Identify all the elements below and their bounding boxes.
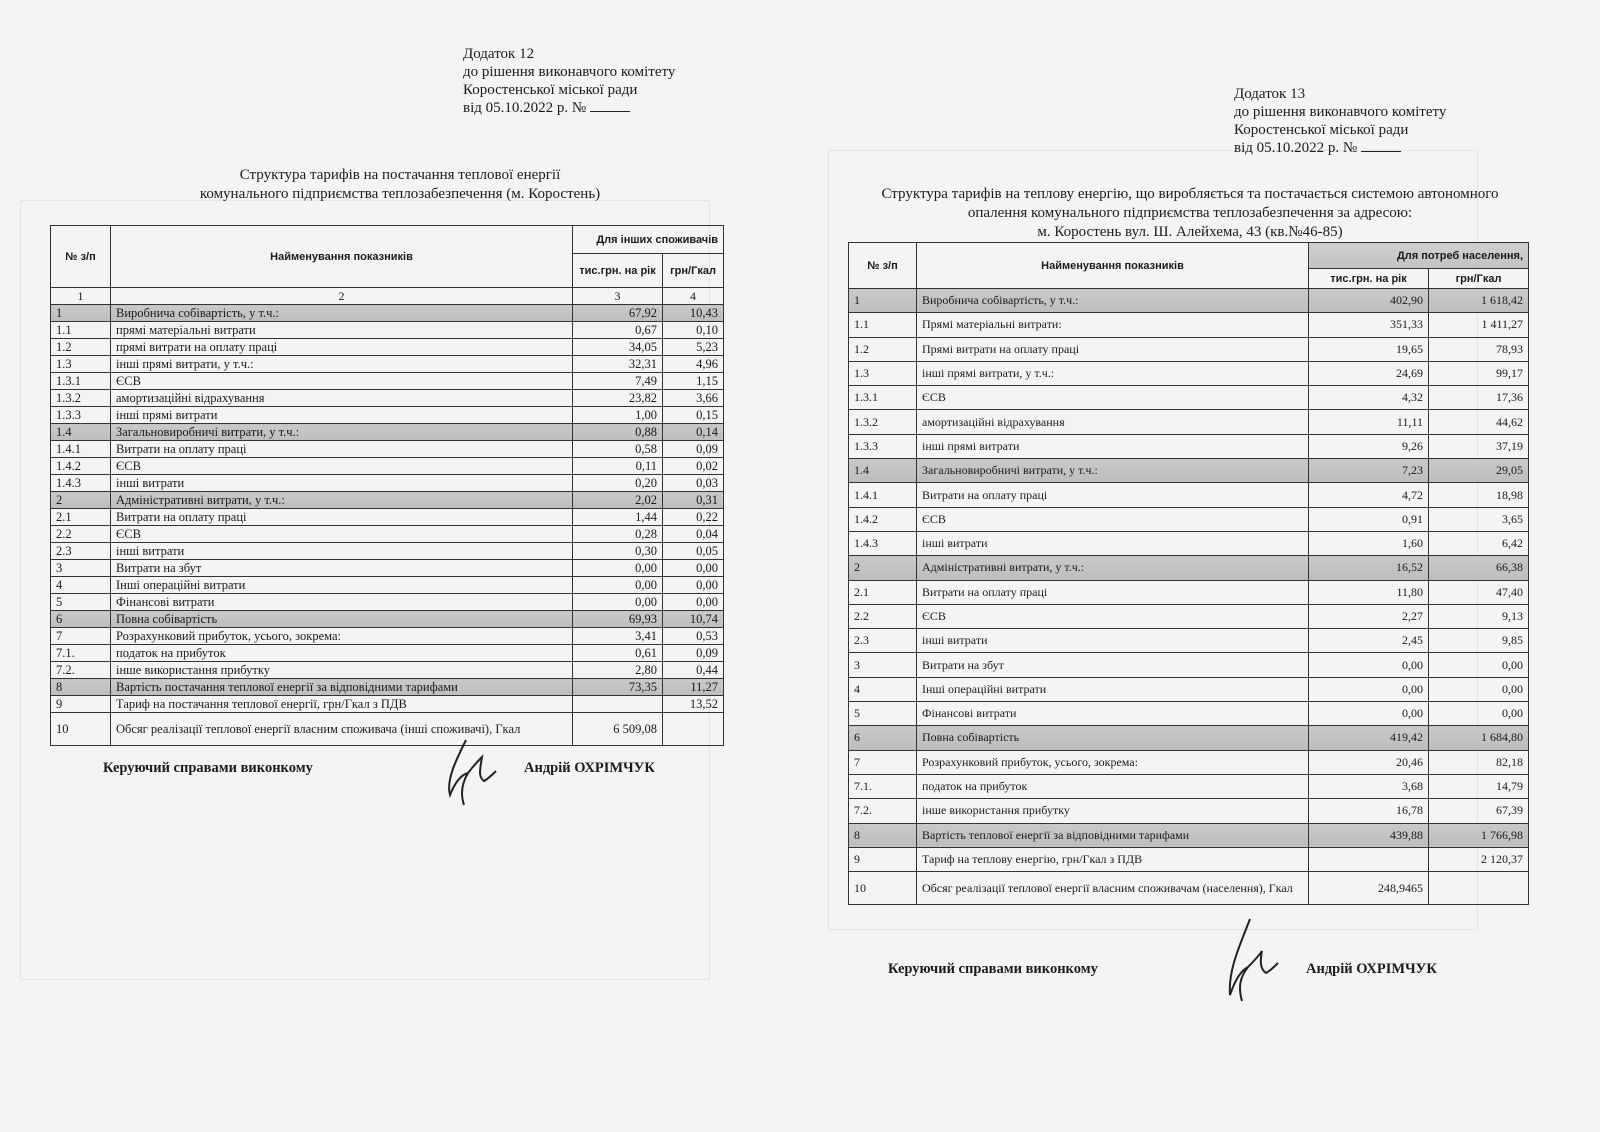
row-value-uah-per-gcal: 0,31 (663, 492, 724, 509)
row-name: Повна собівартість (917, 726, 1309, 750)
row-name: інші прямі витрати, у т.ч.: (111, 356, 573, 373)
row-name: Тариф на теплову енергію, грн/Гкал з ПДВ (917, 847, 1309, 871)
table-row (51, 628, 724, 645)
table-row (51, 458, 724, 475)
table-row (51, 526, 724, 543)
row-value-thousand-uah: 11,11 (1309, 410, 1429, 434)
row-name: Витрати на оплату праці (111, 441, 573, 458)
row-value-uah-per-gcal: 0,00 (1429, 677, 1529, 701)
column-index: 1 (51, 288, 111, 305)
row-value-thousand-uah: 0,00 (573, 577, 663, 594)
row-number: 3 (51, 560, 111, 577)
row-value-uah-per-gcal: 9,13 (1429, 604, 1529, 628)
table-row (51, 645, 724, 662)
row-number: 10 (849, 872, 917, 905)
appendix-date: від 05.10.2022 р. № (1234, 139, 1446, 157)
row-number: 10 (51, 713, 111, 746)
row-number: 1.2 (51, 339, 111, 356)
row-value-thousand-uah: 23,82 (573, 390, 663, 407)
row-value-uah-per-gcal: 5,23 (663, 339, 724, 356)
row-number: 7.2. (51, 662, 111, 679)
row-name: Обсяг реалізації теплової енергії власним споживача (інші споживачі), Гкал (111, 713, 573, 746)
tariff-table (50, 225, 724, 746)
appendix-council: Коростенської міської ради (1234, 122, 1409, 138)
row-value-thousand-uah: 67,92 (573, 305, 663, 322)
row-value-thousand-uah: 3,41 (573, 628, 663, 645)
row-name: Тариф на постачання теплової енергії, грн/Гкал з ПДВ (111, 696, 573, 713)
row-number: 1.1 (51, 322, 111, 339)
signature-position: Керуючий справами виконкому (888, 961, 1098, 977)
header-group: Для інших споживачів (573, 226, 724, 254)
table-row (849, 313, 1529, 337)
table-row (51, 509, 724, 526)
row-number: 7.1. (849, 774, 917, 798)
row-name: Адміністративні витрати, у т.ч.: (111, 492, 573, 509)
row-number: 9 (51, 696, 111, 713)
row-name: амортизаційні відрахування (917, 410, 1309, 434)
row-name: Адміністративні витрати, у т.ч.: (917, 556, 1309, 580)
row-name: Інші операційні витрати (917, 677, 1309, 701)
row-value-uah-per-gcal: 1,15 (663, 373, 724, 390)
row-name: Загальновиробничі витрати, у т.ч.: (917, 459, 1309, 483)
row-number: 1.1 (849, 313, 917, 337)
row-value-thousand-uah: 0,88 (573, 424, 663, 441)
row-number: 2.1 (849, 580, 917, 604)
row-name: Виробнича собівартість, у т.ч.: (111, 305, 573, 322)
row-value-thousand-uah: 402,90 (1309, 289, 1429, 313)
row-name: інші прямі витрати, у т.ч.: (917, 361, 1309, 385)
table-row (849, 337, 1529, 361)
row-name: Повна собівартість (111, 611, 573, 628)
row-value-thousand-uah: 7,23 (1309, 459, 1429, 483)
row-value-uah-per-gcal: 78,93 (1429, 337, 1529, 361)
row-value-uah-per-gcal (1429, 872, 1529, 905)
row-name: інші витрати (917, 531, 1309, 555)
row-value-thousand-uah: 0,11 (573, 458, 663, 475)
row-value-uah-per-gcal: 0,00 (663, 594, 724, 611)
row-name: інше використання прибутку (917, 799, 1309, 823)
row-value-thousand-uah: 16,52 (1309, 556, 1429, 580)
row-number: 2.2 (51, 526, 111, 543)
row-value-thousand-uah: 0,00 (1309, 702, 1429, 726)
row-value-uah-per-gcal: 0,00 (663, 560, 724, 577)
header-col4: грн/Гкал (663, 254, 724, 288)
table-row (849, 556, 1529, 580)
table-row (849, 823, 1529, 847)
row-number: 4 (51, 577, 111, 594)
table-row (51, 339, 724, 356)
row-name: ЄСВ (917, 386, 1309, 410)
row-value-thousand-uah: 6 509,08 (573, 713, 663, 746)
row-value-uah-per-gcal: 0,05 (663, 543, 724, 560)
column-index: 4 (663, 288, 724, 305)
row-number: 1.3.2 (849, 410, 917, 434)
row-value-uah-per-gcal: 2 120,37 (1429, 847, 1529, 871)
row-number: 1.4.1 (51, 441, 111, 458)
row-value-uah-per-gcal: 44,62 (1429, 410, 1529, 434)
row-number: 3 (849, 653, 917, 677)
row-value-uah-per-gcal: 1 618,42 (1429, 289, 1529, 313)
row-value-thousand-uah: 2,27 (1309, 604, 1429, 628)
row-name: ЄСВ (111, 373, 573, 390)
table-row (51, 577, 724, 594)
row-value-thousand-uah: 19,65 (1309, 337, 1429, 361)
row-number: 2.1 (51, 509, 111, 526)
row-value-uah-per-gcal: 0,44 (663, 662, 724, 679)
table-row (51, 679, 724, 696)
row-name: Витрати на оплату праці (111, 509, 573, 526)
appendix-council: Коростенської міської ради (463, 82, 638, 98)
row-value-uah-per-gcal: 11,27 (663, 679, 724, 696)
row-name: податок на прибуток (111, 645, 573, 662)
row-value-uah-per-gcal: 82,18 (1429, 750, 1529, 774)
table-row (51, 441, 724, 458)
row-number: 6 (849, 726, 917, 750)
row-name: Обсяг реалізації теплової енергії власним споживачам (населення), Гкал (917, 872, 1309, 905)
row-number: 2 (51, 492, 111, 509)
row-value-thousand-uah: 24,69 (1309, 361, 1429, 385)
row-name: амортизаційні відрахування (111, 390, 573, 407)
row-value-thousand-uah: 0,67 (573, 322, 663, 339)
row-name: ЄСВ (111, 458, 573, 475)
row-value-thousand-uah: 73,35 (573, 679, 663, 696)
row-value-uah-per-gcal: 29,05 (1429, 459, 1529, 483)
row-number: 1.4.1 (849, 483, 917, 507)
row-number: 7 (849, 750, 917, 774)
row-name: Виробнича собівартість, у т.ч.: (917, 289, 1309, 313)
row-name: прямі матеріальні витрати (111, 322, 573, 339)
row-value-thousand-uah: 4,72 (1309, 483, 1429, 507)
row-number: 6 (51, 611, 111, 628)
table-row (849, 677, 1529, 701)
row-number: 2.3 (51, 543, 111, 560)
row-value-thousand-uah: 16,78 (1309, 799, 1429, 823)
row-value-uah-per-gcal: 6,42 (1429, 531, 1529, 555)
row-value-thousand-uah: 3,68 (1309, 774, 1429, 798)
table-row (849, 629, 1529, 653)
row-value-thousand-uah: 20,46 (1309, 750, 1429, 774)
row-number: 1 (849, 289, 917, 313)
tariff-table (848, 242, 1529, 905)
appendix-header (1234, 85, 1446, 157)
row-value-thousand-uah: 1,00 (573, 407, 663, 424)
row-value-thousand-uah: 0,00 (1309, 653, 1429, 677)
row-number: 1.4.2 (51, 458, 111, 475)
row-name: Розрахунковий прибуток, усього, зокрема: (917, 750, 1309, 774)
appendix-decision: до рішення виконавчого комітету (463, 64, 676, 80)
row-value-thousand-uah (573, 696, 663, 713)
row-value-uah-per-gcal: 99,17 (1429, 361, 1529, 385)
header-group: Для потреб населення, (1309, 243, 1529, 269)
table-row (849, 750, 1529, 774)
row-name: Вартість теплової енергії за відповідними тарифами (917, 823, 1309, 847)
table-row (849, 580, 1529, 604)
row-value-uah-per-gcal: 3,65 (1429, 507, 1529, 531)
row-name: інші прямі витрати (111, 407, 573, 424)
row-value-uah-per-gcal: 0,09 (663, 645, 724, 662)
row-number: 1.4 (51, 424, 111, 441)
table-row (849, 872, 1529, 905)
row-number: 1.3.3 (51, 407, 111, 424)
row-value-uah-per-gcal: 13,52 (663, 696, 724, 713)
row-value-thousand-uah: 2,45 (1309, 629, 1429, 653)
table-row (51, 713, 724, 746)
row-name: інші витрати (111, 475, 573, 492)
table-row (51, 662, 724, 679)
row-value-thousand-uah: 1,60 (1309, 531, 1429, 555)
row-name: інші витрати (917, 629, 1309, 653)
row-value-thousand-uah: 0,61 (573, 645, 663, 662)
row-value-uah-per-gcal: 3,66 (663, 390, 724, 407)
row-name: Фінансові витрати (111, 594, 573, 611)
row-name: Витрати на збут (111, 560, 573, 577)
row-name: Фінансові витрати (917, 702, 1309, 726)
table-row (51, 390, 724, 407)
row-number: 2.3 (849, 629, 917, 653)
row-name: Прямі матеріальні витрати: (917, 313, 1309, 337)
table-row (51, 492, 724, 509)
row-value-uah-per-gcal: 9,85 (1429, 629, 1529, 653)
row-value-thousand-uah: 248,9465 (1309, 872, 1429, 905)
row-value-thousand-uah: 2,80 (573, 662, 663, 679)
column-index: 2 (111, 288, 573, 305)
row-name: інші витрати (111, 543, 573, 560)
table-row (849, 507, 1529, 531)
row-value-thousand-uah: 0,28 (573, 526, 663, 543)
row-name: ЄСВ (917, 604, 1309, 628)
row-value-thousand-uah: 0,00 (573, 594, 663, 611)
table-row (849, 726, 1529, 750)
row-value-thousand-uah: 32,31 (573, 356, 663, 373)
row-value-uah-per-gcal: 0,03 (663, 475, 724, 492)
header-col3: тис.грн. на рік (573, 254, 663, 288)
row-value-uah-per-gcal: 17,36 (1429, 386, 1529, 410)
row-name: Вартість постачання теплової енергії за відповідними тарифами (111, 679, 573, 696)
row-value-thousand-uah: 2,02 (573, 492, 663, 509)
row-name: податок на прибуток (917, 774, 1309, 798)
row-value-thousand-uah: 9,26 (1309, 434, 1429, 458)
row-value-uah-per-gcal: 1 684,80 (1429, 726, 1529, 750)
row-value-thousand-uah: 4,32 (1309, 386, 1429, 410)
row-number: 4 (849, 677, 917, 701)
handwritten-signature (438, 735, 498, 810)
row-number: 1.2 (849, 337, 917, 361)
document-title: Структура тарифів на постачання теплової енергії комунального підприємства теплозабезпечення (м. Коростень) (199, 167, 601, 202)
table-row (51, 424, 724, 441)
row-value-thousand-uah: 0,91 (1309, 507, 1429, 531)
table-row (51, 475, 724, 492)
table-row (51, 543, 724, 560)
document-title: Структура тарифів на теплову енергію, що виробляється та постачається системою автономного опалення комунального підприємства теплозабезпечення за адресою: м. Коростень вул. Ш. Алейхема, 43 (кв.№46-85) (881, 186, 1499, 240)
signature-position: Керуючий справами виконкому (103, 760, 313, 776)
row-value-thousand-uah: 69,93 (573, 611, 663, 628)
row-name: інші прямі витрати (917, 434, 1309, 458)
row-number: 1.4 (849, 459, 917, 483)
row-name: ЄСВ (111, 526, 573, 543)
row-number: 2 (849, 556, 917, 580)
row-number: 7 (51, 628, 111, 645)
row-value-thousand-uah: 11,80 (1309, 580, 1429, 604)
row-name: прямі витрати на оплату праці (111, 339, 573, 356)
header-name: Найменування показників (917, 243, 1309, 289)
row-value-uah-per-gcal: 37,19 (1429, 434, 1529, 458)
table-row (849, 483, 1529, 507)
header-number: № з/п (849, 243, 917, 289)
appendix-number: Додаток 13 (1234, 86, 1306, 102)
row-value-uah-per-gcal: 0,53 (663, 628, 724, 645)
table-row (849, 459, 1529, 483)
header-col4: грн/Гкал (1429, 269, 1529, 289)
row-number: 9 (849, 847, 917, 871)
row-value-uah-per-gcal: 18,98 (1429, 483, 1529, 507)
row-value-uah-per-gcal: 0,00 (1429, 653, 1529, 677)
row-value-thousand-uah: 419,42 (1309, 726, 1429, 750)
table-row (849, 289, 1529, 313)
header-name: Найменування показників (111, 226, 573, 288)
row-name: Витрати на оплату праці (917, 580, 1309, 604)
row-number: 1.4.3 (51, 475, 111, 492)
table-row (51, 560, 724, 577)
signature-name: Андрій ОХРІМЧУК (524, 760, 655, 776)
table-row (849, 799, 1529, 823)
row-value-uah-per-gcal (663, 713, 724, 746)
row-value-uah-per-gcal: 0,14 (663, 424, 724, 441)
table-row (51, 356, 724, 373)
header-col3: тис.грн. на рік (1309, 269, 1429, 289)
row-value-uah-per-gcal: 0,22 (663, 509, 724, 526)
table-row (849, 434, 1529, 458)
row-value-uah-per-gcal: 0,04 (663, 526, 724, 543)
row-value-uah-per-gcal: 14,79 (1429, 774, 1529, 798)
table-row (51, 696, 724, 713)
row-number: 5 (849, 702, 917, 726)
appendix-number: Додаток 12 (463, 46, 535, 62)
row-number: 8 (849, 823, 917, 847)
table-row (849, 702, 1529, 726)
table-row (51, 322, 724, 339)
row-value-uah-per-gcal: 0,15 (663, 407, 724, 424)
row-value-thousand-uah: 0,00 (1309, 677, 1429, 701)
row-name: інше використання прибутку (111, 662, 573, 679)
row-value-uah-per-gcal: 0,00 (663, 577, 724, 594)
row-number: 1.4.2 (849, 507, 917, 531)
row-number: 1.3.1 (849, 386, 917, 410)
header-number: № з/п (51, 226, 111, 288)
row-value-thousand-uah: 351,33 (1309, 313, 1429, 337)
appendix-header (463, 45, 675, 117)
row-value-thousand-uah: 7,49 (573, 373, 663, 390)
handwritten-signature (1210, 915, 1280, 1005)
row-name: Загальновиробничі витрати, у т.ч.: (111, 424, 573, 441)
table-row (849, 386, 1529, 410)
row-value-thousand-uah: 0,58 (573, 441, 663, 458)
page-appendix-12 (0, 0, 780, 1132)
appendix-date: від 05.10.2022 р. № (463, 99, 675, 117)
row-value-uah-per-gcal: 67,39 (1429, 799, 1529, 823)
table-row (849, 410, 1529, 434)
page-appendix-13 (800, 0, 1600, 1132)
table-row (51, 407, 724, 424)
table-row (51, 594, 724, 611)
row-number: 2.2 (849, 604, 917, 628)
row-value-uah-per-gcal: 10,43 (663, 305, 724, 322)
row-value-uah-per-gcal: 10,74 (663, 611, 724, 628)
row-number: 1.3.2 (51, 390, 111, 407)
row-name: Прямі витрати на оплату праці (917, 337, 1309, 361)
row-value-thousand-uah (1309, 847, 1429, 871)
row-value-uah-per-gcal: 0,10 (663, 322, 724, 339)
row-number: 1.4.3 (849, 531, 917, 555)
row-value-uah-per-gcal: 47,40 (1429, 580, 1529, 604)
row-value-thousand-uah: 34,05 (573, 339, 663, 356)
row-value-uah-per-gcal: 1 766,98 (1429, 823, 1529, 847)
table-row (51, 611, 724, 628)
row-name: Витрати на оплату праці (917, 483, 1309, 507)
row-value-uah-per-gcal: 4,96 (663, 356, 724, 373)
column-index: 3 (573, 288, 663, 305)
row-number: 1.3 (51, 356, 111, 373)
table-row (849, 361, 1529, 385)
table-row (51, 373, 724, 390)
row-number: 1.3 (849, 361, 917, 385)
table-row (849, 774, 1529, 798)
row-value-uah-per-gcal: 1 411,27 (1429, 313, 1529, 337)
row-number: 1.3.1 (51, 373, 111, 390)
row-value-thousand-uah: 439,88 (1309, 823, 1429, 847)
row-value-thousand-uah: 0,30 (573, 543, 663, 560)
table-row (849, 653, 1529, 677)
row-number: 1.3.3 (849, 434, 917, 458)
row-value-thousand-uah: 0,20 (573, 475, 663, 492)
row-name: Витрати на збут (917, 653, 1309, 677)
row-number: 7.2. (849, 799, 917, 823)
row-number: 1 (51, 305, 111, 322)
row-value-uah-per-gcal: 0,00 (1429, 702, 1529, 726)
table-row (849, 847, 1529, 871)
row-name: Інші операційні витрати (111, 577, 573, 594)
row-value-uah-per-gcal: 0,02 (663, 458, 724, 475)
row-number: 8 (51, 679, 111, 696)
row-number: 5 (51, 594, 111, 611)
row-value-uah-per-gcal: 0,09 (663, 441, 724, 458)
table-row (849, 604, 1529, 628)
row-value-thousand-uah: 0,00 (573, 560, 663, 577)
row-value-thousand-uah: 1,44 (573, 509, 663, 526)
table-row (849, 531, 1529, 555)
signature-name: Андрій ОХРІМЧУК (1306, 961, 1437, 977)
appendix-decision: до рішення виконавчого комітету (1234, 104, 1447, 120)
table-row (51, 305, 724, 322)
row-name: ЄСВ (917, 507, 1309, 531)
row-name: Розрахунковий прибуток, усього, зокрема: (111, 628, 573, 645)
row-value-uah-per-gcal: 66,38 (1429, 556, 1529, 580)
row-number: 7.1. (51, 645, 111, 662)
